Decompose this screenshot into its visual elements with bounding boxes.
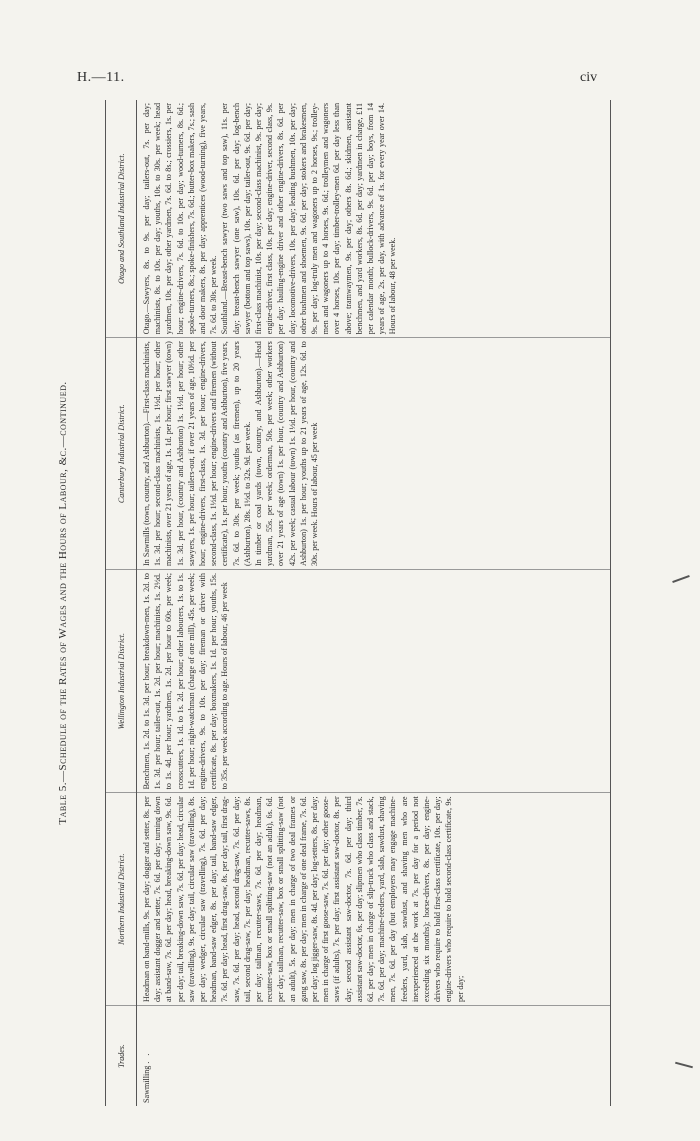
table-header-row — [106, 100, 137, 1106]
header-trades: Trades. — [106, 1006, 137, 1106]
header-otago: Otago and Southland Industrial District. — [106, 100, 137, 338]
header-canterbury: Canterbury Industrial District. — [106, 338, 137, 570]
trade-cell — [137, 1006, 611, 1106]
margin-mark — [672, 575, 690, 583]
table-row — [137, 100, 611, 1106]
wellington-cell: Benchmen, 1s. 2d. to 1s. 3d. per hour; breakdown-men, 1s. 2d. to 1s. 3d. per hour; tailer-out, 1s. 2d. per hour; machinists, 1s. 2½d. to 1s. 4d. per hour; yardmen, 1s. 2d. per hour to 60s. per week; crosscutters, 1s. 1d. to 1s. 2d. per hour; other labourers, 1s. to 1s. 1d. per hour; night-watchman (charge of one mill), 45s. per week; engine-drivers, 9s. to 10s. per day; fireman or driver with certificate, 8s. per day; boxmakers, 1s. 1d. per hour; youths, 15s. to 35s. per week according to age. Hours of labour, 46 per week — [137, 570, 611, 793]
leader-dots: . . — [142, 1051, 151, 1064]
page-series-label: H.—11. — [77, 70, 125, 85]
page-number: civ — [580, 70, 598, 85]
table-title: Table 5.—Schedule of the Rates of Wages and the Hours of Labour, &c.—continued. — [57, 381, 69, 825]
wages-schedule-table — [105, 100, 610, 1106]
bottom-rule — [610, 100, 611, 1106]
trade-name: Sawmilling — [142, 1065, 151, 1103]
header-northern: Northern Industrial District. — [106, 793, 137, 1006]
otago-cell: Otago.—Sawyers, 8s. to 9s. per day; tailers-out, 7s. per day; machinists, 8s. to 10s. per day; youths, 10s. to 30s. per week; head yardmen, 10s. per day; other yardmen, 7s. 6d. to 8s.; crossiers, 1s. per hour; engine-drivers, 7s. 6d. to 10s. per day; wood-turners, 8s. 6d.; spoke-turners, 8s.; spoke-finishers, 7s. 6d.; butter-box makers, 7s.; sash and door makers, 8s. per day; apprentices (wood-turning), five years, 7s. 6d. to 30s. per week. Southland.—Breast-bench sawyer (two saws and top saw), 11s. per day; breast-bench sawyer (one saw), 10s. 6d. per day; log-bench sawyer (bottom and top saws), 10s. per day; tailer-out, 9s. 6d. per day; first-class machinist, 10s. per day; second-class machinist, 9s. per day; engine-driver, first class, 10s. per day; engine-driver, second class, 9s. per day; hauling-engine driver and other engine-drivers, 8s. 6d. per day; locomotive-drivers, 10s. per day; leading bushmen, 10s. per day; other bushmen and shoemen, 9s. 6d. per day; stokers and brakesmen, 9s. per day; log-truly men and wagoners up to 2 horses, 9s.; trolley-men and wagoners up to 4 horses, 9s. 6d.; trolleymen and wagoners over 4 horses, 10s. per day; timber-trolley-men 6d. per day less than above; tramwaymen, 9s. per day; others 8s. 6d.; skidmen, assistant benchmen, and yard workers, 8s. 6d. per day; yardmen in charge, £11 per calendar month; bullock-drivers, 9s. 6d. per day; boys, from 14 years of age, 2s. per day, with advance of 1s. for every year over 14. Hours of labour, 48 per week. — [137, 100, 611, 338]
margin-mark — [675, 1062, 693, 1069]
rotated-table-area — [57, 100, 610, 1106]
northern-cell: Headman on band-mills, 9s. per day; dogger and setter, 8s. per day; assistant dogger and setter, 7s. 6d. per day; turning down at band-saw, 7s. 6d. per day; head, breaking-down saw, 9s. 6d. per day; tail, breaking-down saw, 7s. 6d. per day; head, circular saw (travelling), 9s. per day; tail, circular saw (travelling), 8s. per day; wedger, circular saw (travelling), 7s. 6d. per day; headman, band-saw edger, 8s. per day; tail, band-saw edger, 7s. 6d. per day; head, first drag-saw, 8s. per day; tail, first drag-saw, 7s. 6d. per day; head, second drag-saw, 7s. 6d. per day; tail, second drag-saw, 7s. per day; headman, recutter-saws, 8s. per day; tailman, recutter-saws, 7s. 6d. per day; headman, recutter-saw, box or small splitting-saw (not an adult), 6s. 6d. per day; tailman, recutter-saw, box or small splitting-saw (not an adult), 5s. per day; men in charge of two deal frames or gang saw, 8s. per day; men in charge of one deal frame, 7s. 6d. per day; log jigger-saw, 8s. 4d. per day; log-setters, 8s. per day; men in charge of first goose-saw, 7s. 6d. per day; other goose-saws (if adults), 7s. per day; first assistant saw-doctor, 8s. per day; second assistant saw-doctor, 7s. 6d. per day; third assistant saw-doctor, 6s. per day; slipmen who class timber, 7s. 6d. per day; men in charge of slip-truck who class and stack, 7s. 6d. per day; machine-feeders, yard, slab, sawdust, shaving men, 7s. 6d. per day (but employers may engage machine-feeders, yard, slab, sawdust, and shaving men who are inexperienced at the work at 7s. per day for a period not exceeding six months); horse-drivers, 8s. per day; engine-drivers who require to hold first-class certificate, 10s. per day; engine-drivers who require to hold second-class certificate, 9s. per day; — [137, 793, 611, 1006]
header-wellington: Wellington Industrial District. — [106, 570, 137, 793]
canterbury-cell: In Sawmills (town, country, and Ashburton).—First-class machinists, 1s. 3d. per hour; second-class machinists, 1s. 1½d. per hour; other machinists, over 21 years of age, 1s. 1d. per hour; first sawyer (town) 1s. 3d. per hour, (country and Ashburton) 1s. 1½d. per hour; other sawyers, 1s. per hour; tailers-out, if over 21 years of age, 10½d. per hour; engine-drivers, first-class, 1s. 3d. per hour; engine-drivers, second-class, 1s. 1½d. per hour; engine-drivers and firemen (without certificate), 1s. per hour; youths (country and Ashburton), five years, 7s. 6d. to 30s. per week; youths (as firemen), up to 20 years (Ashburton), 28s. 1½d. to 32s. 9d. per week. In timber or coal yards (town, country, and Ashburton).—Head yardman, 55s. per week; orderman, 50s. per week; other workers over 21 years of age (town) 1s. per hour, (country and Ashburton) 42s. per week; casual labour (town) 1s. 1½d. per hour, (country and Ashburton) 1s. per hour; youths up to 21 years of age, 12s. 6d. to 30s. per week. Hours of labour, 45 per week — [137, 338, 611, 570]
